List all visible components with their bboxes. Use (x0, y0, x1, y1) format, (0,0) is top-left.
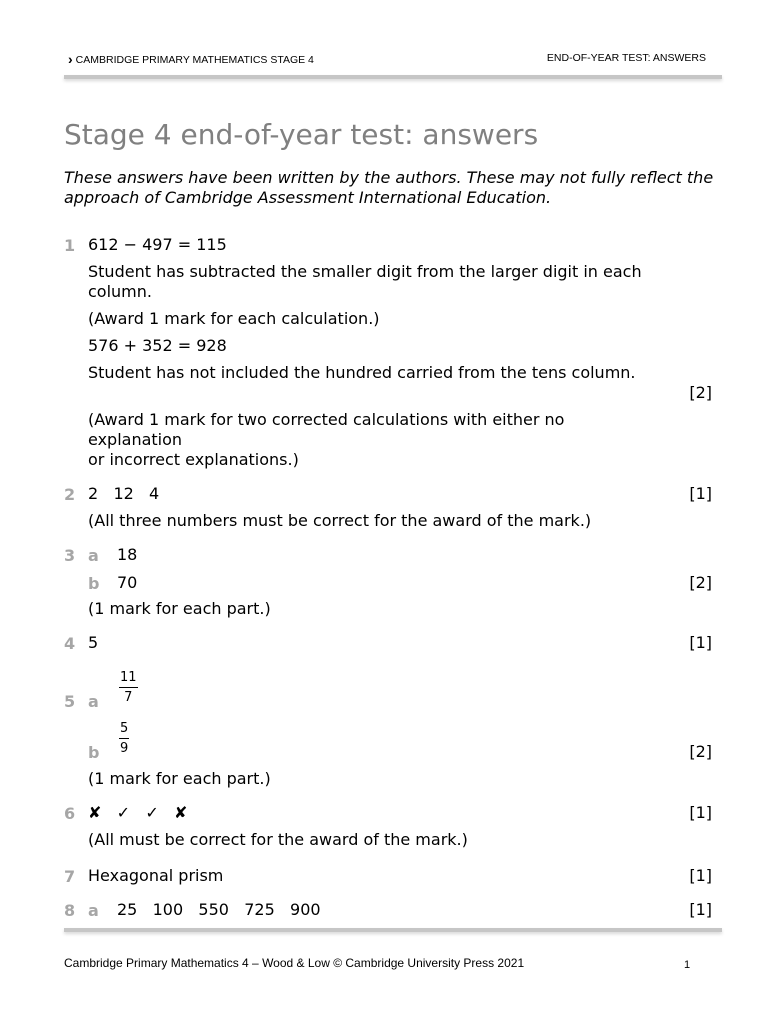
marking-note: or incorrect explanations.) (88, 450, 299, 469)
part-label: a (88, 901, 99, 920)
answer-line: 18 (117, 545, 138, 564)
question-number: 6 (64, 804, 76, 823)
fraction (119, 670, 138, 705)
marking-note: explanation (88, 430, 183, 449)
question-number: 5 (64, 692, 76, 711)
marking-note: (1 mark for each part.) (88, 599, 271, 618)
part-label: a (88, 692, 99, 711)
mark-allocation: [1] (689, 633, 712, 652)
mark-allocation: [2] (689, 383, 712, 402)
fraction (119, 721, 129, 756)
marking-note: (All must be correct for the award of the mark.) (88, 830, 468, 849)
header-series-title: CAMBRIDGE PRIMARY MATHEMATICS STAGE 4 (75, 54, 314, 66)
answer-line: 576 + 352 = 928 (88, 336, 227, 355)
question-number: 2 (64, 485, 76, 504)
footer-copyright: Cambridge Primary Mathematics 4 – Wood & Low © Cambridge University Press 2021 (64, 956, 525, 970)
mark-allocation: [1] (689, 803, 712, 822)
mark-allocation: [1] (689, 866, 712, 885)
part-label: a (88, 546, 99, 565)
mark-allocation: [2] (689, 742, 712, 761)
answer-line: Hexagonal prism (88, 866, 224, 885)
marking-note: (Award 1 mark for two corrected calculations with either no (88, 410, 565, 429)
question-number: 4 (64, 634, 76, 653)
question-number: 1 (64, 236, 76, 255)
footer-rule (64, 928, 722, 932)
fraction-numerator: 5 (119, 721, 129, 739)
part-label: b (88, 574, 100, 593)
question-number: 3 (64, 546, 76, 565)
question-number: 8 (64, 901, 76, 920)
answer-line: 5 (88, 633, 99, 652)
mark-allocation: [1] (689, 484, 712, 503)
page-number: 1 (684, 959, 691, 971)
explanation-line: column. (88, 282, 152, 301)
running-header-left (68, 50, 314, 66)
mark-allocation: [1] (689, 900, 712, 919)
answer-line: 2 12 4 (88, 484, 160, 503)
page-title: Stage 4 end-of-year test: answers (64, 118, 539, 151)
marking-note: (All three numbers must be correct for the award of the mark.) (88, 511, 592, 530)
answer-line: 70 (117, 573, 138, 592)
explanation-line: Student has not included the hundred carried from the tens column. (88, 363, 636, 382)
explanation-line: Student has subtracted the smaller digit from the larger digit in each (88, 262, 642, 281)
question-number: 7 (64, 867, 76, 886)
header-rule (64, 75, 722, 79)
part-label: b (88, 743, 100, 762)
answer-line: 612 − 497 = 115 (88, 235, 227, 254)
running-header-right: END-OF-YEAR TEST: ANSWERS (546, 52, 706, 64)
fraction-numerator: 11 (119, 670, 138, 688)
marking-note: (1 mark for each part.) (88, 769, 271, 788)
fraction-denominator: 9 (120, 741, 129, 756)
intro-text: These answers have been written by the authors. These may not fully reflect the approach of Cambridge Assessment International Education. (64, 168, 714, 207)
marking-note: (Award 1 mark for each calculation.) (88, 309, 380, 328)
answer-line: 25 100 550 725 900 (117, 900, 321, 919)
fraction-denominator: 7 (124, 690, 133, 705)
tick-cross-answer: ✘ ✓ ✓ ✘ (88, 803, 188, 822)
mark-allocation: [2] (689, 573, 712, 592)
chevron-right-icon: › (68, 51, 73, 67)
